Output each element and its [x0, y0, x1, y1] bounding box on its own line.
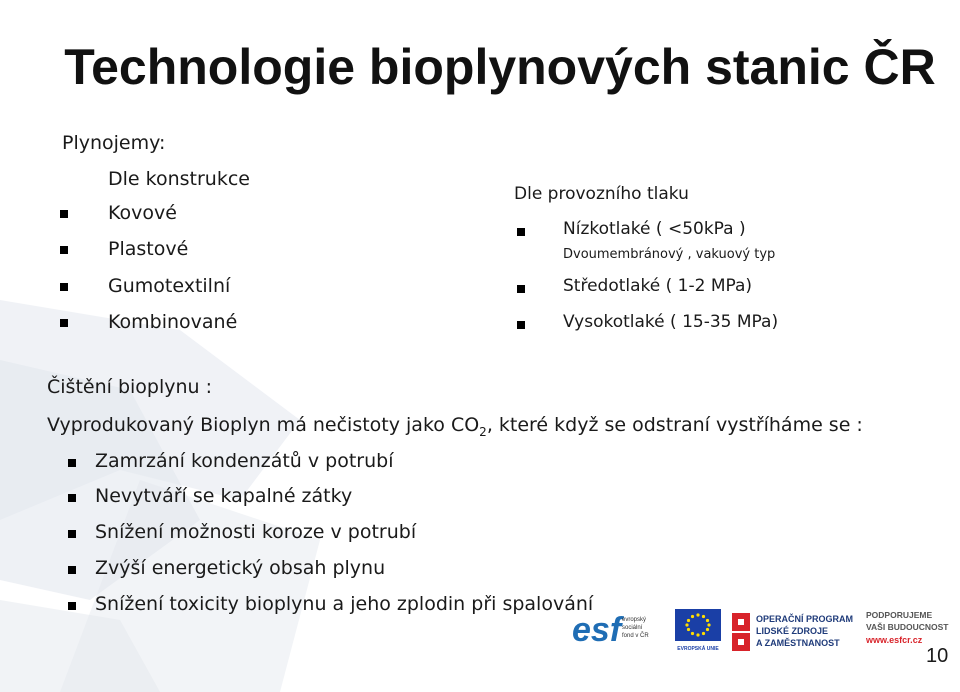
bullet-icon: [517, 321, 525, 329]
eu-flag-icon: [675, 609, 721, 641]
logo-strip: [572, 605, 960, 692]
right-item-nizkotlake: Nízkotlaké ( <50kPa ): [563, 219, 746, 239]
bullet-icon: [68, 566, 76, 574]
cleaning-item-zamrzani: Zamrzání kondenzátů v potrubí: [95, 450, 394, 472]
website-link[interactable]: www.esfcr.cz: [866, 635, 923, 645]
cleaning-item-koroze: Snížení možnosti koroze v potrubí: [95, 521, 417, 543]
esf-text-3: fond v ČR: [622, 633, 649, 639]
op-lzz-logo: [730, 609, 860, 659]
bullet-icon: [60, 246, 68, 254]
right-heading: Dle provozního tlaku: [514, 184, 689, 204]
bullet-icon: [60, 283, 68, 291]
cleaning-item-toxicity: Snížení toxicity bioplynu a jeho zplodin při spalování: [95, 593, 594, 615]
slogan-line-1: PODPORUJEME: [866, 610, 933, 620]
page-title: Technologie bioplynových stanic ČR: [64, 38, 936, 95]
bullet-icon: [60, 210, 68, 218]
op-line-1: OPERAČNÍ PROGRAM: [756, 614, 854, 624]
left-item-kovove: Kovové: [108, 202, 177, 224]
bullet-icon: [68, 530, 76, 538]
bullet-icon: [60, 319, 68, 327]
cleaning-sentence-post: , které když se odstraní vystříháme se :: [486, 414, 863, 436]
bullet-icon: [68, 459, 76, 467]
cleaning-item-energeticky: Zvýší energetický obsah plynu: [95, 557, 386, 579]
cleaning-sentence-pre: Vyprodukovaný Bioplyn má nečistoty jako CO: [47, 414, 480, 436]
op-program-icon: [730, 611, 752, 653]
cleaning-sentence: [47, 414, 863, 439]
esf-text-1: evropský: [622, 617, 647, 623]
cleaning-heading: Čištění bioplynu :: [47, 376, 213, 398]
co2-subscript: 2: [479, 424, 487, 439]
bullet-icon: [517, 228, 525, 236]
cleaning-item-zatky: Nevytváří se kapalné zátky: [95, 485, 353, 507]
esf-logo: [572, 611, 667, 661]
right-item-note: Dvoumembránový , vakuový typ: [563, 247, 776, 262]
bullet-icon: [517, 285, 525, 293]
esf-text-2: sociální: [622, 625, 643, 631]
page-number: 10: [926, 645, 949, 667]
slogan-line-2: VAŠI BUDOUCNOST: [866, 622, 949, 632]
right-item-vysokotlake: Vysokotlaké ( 15-35 MPa): [563, 312, 779, 332]
right-item-stredotlake: Středotlaké ( 1-2 MPa): [563, 276, 753, 296]
left-item-kombinovane: Kombinované: [108, 311, 238, 333]
left-item-gumotextilni: Gumotextilní: [108, 275, 231, 297]
left-heading: Plynojemy:: [62, 132, 166, 154]
op-line-2: LIDSKÉ ZDROJE: [756, 626, 829, 636]
eu-label: EVROPSKÁ UNIE: [677, 646, 719, 652]
left-subheading: Dle konstrukce: [108, 168, 250, 190]
eu-logo: [670, 609, 726, 659]
bullet-icon: [68, 494, 76, 502]
op-line-3: A ZAMĚSTNANOST: [756, 638, 840, 648]
slogan-block: [866, 609, 960, 647]
esf-mark: esf: [572, 611, 622, 649]
left-item-plastove: Plastové: [108, 238, 189, 260]
bullet-icon: [68, 602, 76, 610]
